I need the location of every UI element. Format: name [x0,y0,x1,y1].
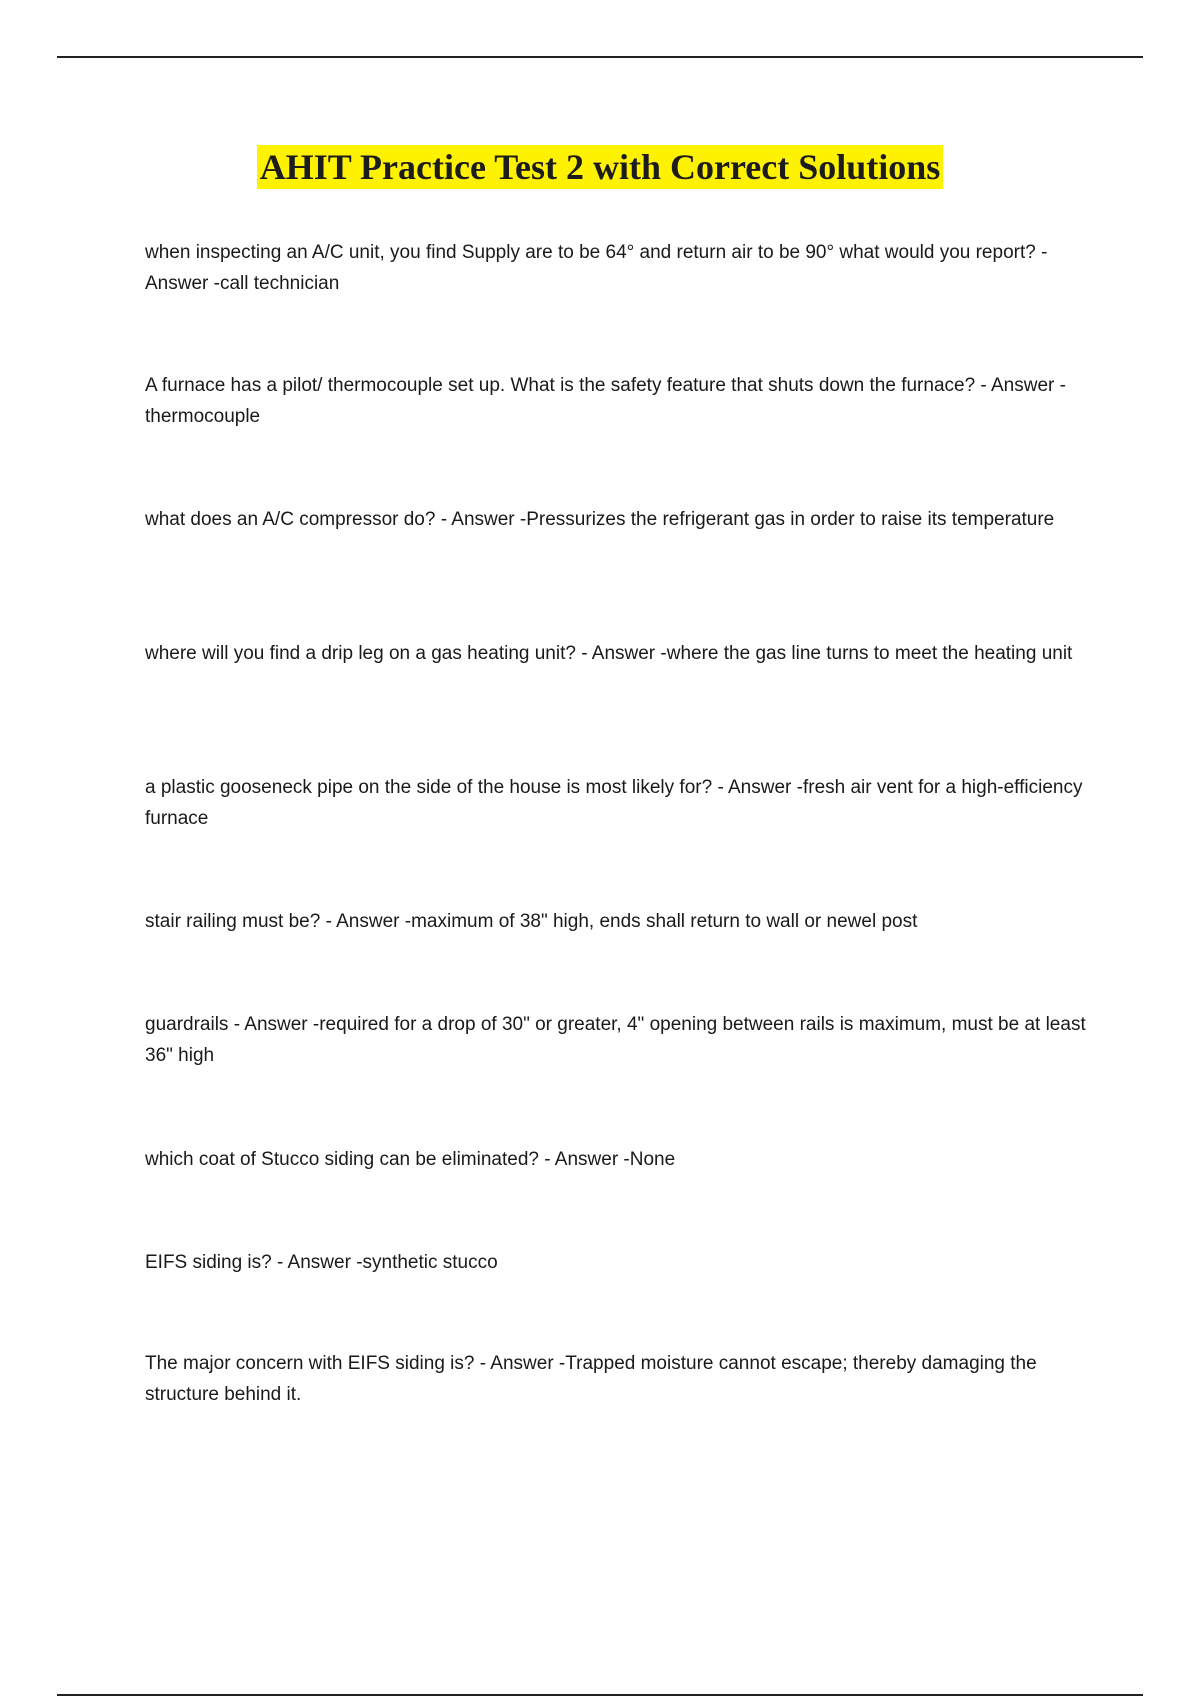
qa-item-5: a plastic gooseneck pipe on the side of the house is most likely for? - Answer -fresh air vent for a high-efficiency furnace [145,777,1083,829]
qa-item-4: where will you find a drip leg on a gas heating unit? - Answer -where the gas line turns to meet the heating unit [145,643,1073,664]
qa-item-6: stair railing must be? - Answer -maximum of 38" high, ends shall return to wall or newel post [145,911,918,932]
bottom-rule [57,1694,1143,1696]
qa-item-7: guardrails - Answer -required for a drop of 30" or greater, 4" opening between rails is maximum, must be at least 36" high [145,1014,1086,1066]
qa-item-8: which coat of Stucco siding can be eliminated? - Answer -None [145,1149,676,1170]
qa-item-10: The major concern with EIFS siding is? - Answer -Trapped moisture cannot escape; thereby damaging the structure behind it. [145,1353,1037,1405]
qa-item-3: what does an A/C compressor do? - Answer -Pressurizes the refrigerant gas in order to raise its temperature [145,509,1055,530]
qa-item-1: when inspecting an A/C unit, you find Supply are to be 64° and return air to be 90° what would you report? - Answer -call technician [145,242,1048,294]
title-container [0,145,1200,189]
qa-item-9: EIFS siding is? - Answer -synthetic stucco [145,1252,498,1273]
qa-item-2: A furnace has a pilot/ thermocouple set up. What is the safety feature that shuts down the furnace? - Answer -thermocouple [145,375,1066,427]
document-title: AHIT Practice Test 2 with Correct Solutions [257,145,944,189]
top-rule [57,56,1143,58]
